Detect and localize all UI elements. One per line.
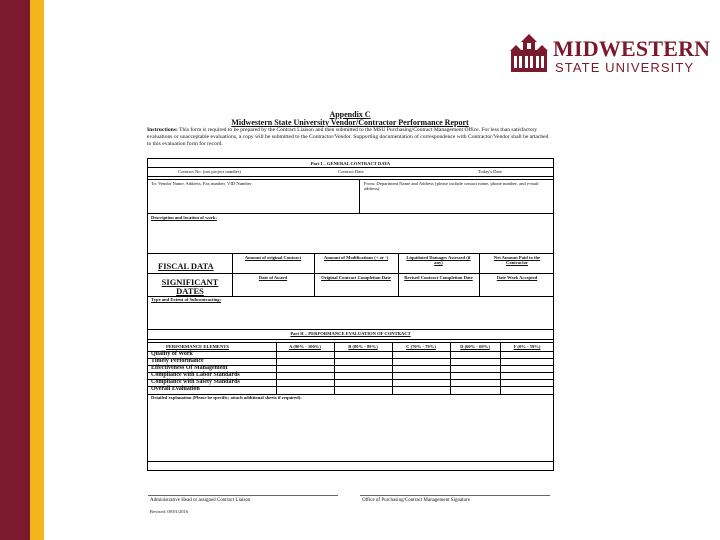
date-award-label: Date of Award bbox=[258, 275, 288, 280]
university-logo bbox=[510, 34, 711, 76]
instructions bbox=[147, 127, 549, 148]
significant-dates-label: SIGNIFICANT DATES bbox=[161, 277, 219, 296]
revised-completion-label: Revised Contract Completion Date bbox=[404, 275, 473, 280]
report-form bbox=[147, 158, 554, 471]
element-overall-evaluation: Overall Evaluation bbox=[151, 386, 200, 392]
signature-line-right bbox=[360, 495, 550, 496]
from-department-label: From: Department Name and Address (please include contact name, phone number, and e-mail address) bbox=[364, 181, 539, 192]
contract-date-label: Contract Date bbox=[338, 169, 364, 174]
amount-modifications-label: Amount of Modifications (+ or -) bbox=[323, 255, 389, 260]
element-quality-of-work: Quality of Work bbox=[151, 351, 193, 357]
description-label: Description and location of work: bbox=[151, 215, 217, 220]
contract-no-label: Contract No. (not project number) bbox=[178, 169, 241, 174]
to-vendor-label: To: Vendor Name, Address, Fax number, VID Number bbox=[151, 181, 252, 186]
rating-d-header: D (60% - 69%) bbox=[460, 344, 490, 349]
part1-heading: Part I – GENERAL CONTRACT DATA bbox=[310, 161, 391, 166]
element-effectiveness-management: Effectiveness Of Management bbox=[151, 365, 228, 371]
subcontracting-label: Type and Extent of Subcontracting: bbox=[151, 297, 222, 302]
signature-right-label: Office of Purchasing/Contract Management Signature bbox=[362, 498, 470, 503]
rating-a-header: A (90% - 100%) bbox=[289, 344, 321, 349]
logo-line1: MIDWESTERN bbox=[553, 36, 711, 61]
left-gold-band bbox=[30, 0, 44, 540]
rating-c-header: C (70% - 79%) bbox=[406, 344, 436, 349]
net-amount-label: Net Amount Paid to the Contractor bbox=[493, 255, 541, 266]
signature-left-label: Administrative Head or assigned Contract Liaison bbox=[150, 498, 251, 503]
element-timely-performance: Timely Performance bbox=[151, 358, 204, 364]
element-safety-standards: Compliance with Safety Standards bbox=[151, 379, 240, 385]
appendix-heading: Appendix C bbox=[329, 110, 371, 119]
report-title: Midwestern State University Vendor/Contractor Performance Report bbox=[231, 118, 469, 127]
instructions-label: Instructions: bbox=[147, 127, 178, 133]
building-icon bbox=[510, 34, 548, 74]
detailed-explanation-label: Detailed explanation (Please be specific; attach additional sheets if required): bbox=[151, 395, 302, 400]
fiscal-data-label: FISCAL DATA bbox=[158, 261, 214, 271]
rating-b-header: B (80% - 89%) bbox=[348, 344, 378, 349]
revised-date: Revised: 08/01/2016 bbox=[150, 509, 189, 514]
original-completion-label: Original Contract Completion Date bbox=[321, 275, 391, 280]
instructions-text: This form is required to be prepared by the Contract Liaison and then submitted to the MSU Purchasing/Contract Management Office. For less than satisfactory evaluations or unacceptable evaluations, a copy will be submitted to the Contractor/Vendor. Supporting documentation of correspondence with Contractor/Vendor shall be attached to this evaluation form for record. bbox=[147, 127, 549, 147]
logo-line2: STATE UNIVERSITY bbox=[555, 60, 695, 75]
liquidated-damages-label: Liquidated Damages Assessed (if any) bbox=[406, 255, 471, 266]
amount-original-label: Amount of original Contract bbox=[244, 255, 302, 260]
performance-elements-header: PERFORMANCE ELEMENTS bbox=[166, 344, 229, 349]
signature-line-left bbox=[148, 495, 338, 496]
left-maroon-band bbox=[0, 0, 30, 540]
rating-f-header: F (0% - 59%) bbox=[513, 344, 541, 349]
part2-heading: Part II – PERFORMANCE EVALUATION OF CONTRACT bbox=[290, 331, 411, 336]
element-labor-standards: Compliance with Labor Standards bbox=[151, 372, 240, 378]
date-work-accepted-label: Date Work Accepted bbox=[496, 275, 538, 280]
todays-date-label: Today's Date bbox=[478, 169, 502, 174]
